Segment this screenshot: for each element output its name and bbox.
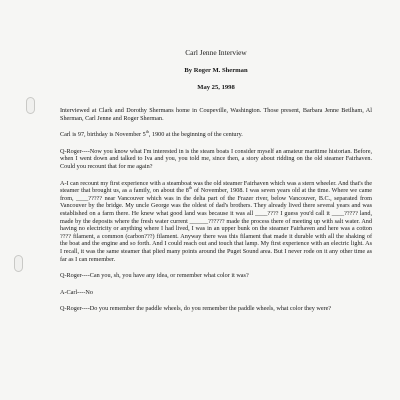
document-body bbox=[60, 48, 372, 313]
question-paragraph: Q-Roger----Can you, sh, you have any idea, or remember what color it was? bbox=[60, 272, 249, 280]
punch-hole bbox=[26, 97, 35, 114]
birth-text-end: , 1900 at the beginning of the century. bbox=[148, 131, 243, 139]
document-date: May 25, 1998 bbox=[197, 84, 235, 91]
question-paragraph: Q-Roger----Now you know what I'm interested in is the steam boats I consider myself an amateur maritime historian. Before, when I went down and talked to Iva and you, you told me, since then, a story about ridding on the old steamer Fairhaven. Could you recount that for me again? bbox=[60, 147, 372, 170]
intro-paragraph: Interviewed at Clark and Dorothy Shermans home in Coupeville, Washington. Those present, Barbara Jenne Betlham, Al Sherman, Carl Jenne and Roger Sherman. bbox=[60, 107, 372, 122]
answer-text-end: of November, 1908. I was seven years old at the time. Where we came from, ____????? near Vancouver which was in the delta part of the Frazer river, below Vancouver, B.C., separated from Vancouver by the bridge. My uncle George was the oldest of dad's brothers. They already lived there several years and was established on a farm there. He knew what good land was because it was all ____???? I guess you'd call it ____????? land, made by the deposits where the fresh water current ______?????? made the process there of meeting up with salt water. And having no electricity or anything where I had lived, I was in an upper bunk on the steamer Fairhaven and here was a cotton ???? filament, a common (carbon???) filament. Anyway there was this filament that made it durable with all the shaking of the boat and the engine and so forth. And I could reach out and touch that lamp. My first experience with an electric light. As I recall, it was the same steamer that plied many points around the Puget Sound area. But I never rode on it any other time as far as I can remember. bbox=[60, 187, 372, 263]
answer-superscript: th bbox=[188, 185, 192, 191]
birth-paragraph bbox=[60, 131, 372, 139]
document-author: By Roger M. Sherman bbox=[184, 67, 248, 74]
document-title: Carl Jenne Interview bbox=[185, 48, 247, 57]
punch-hole bbox=[14, 255, 23, 272]
answer-text-start: A-I can recount my first experience with a steamboat was the old steamer Fairhaven which was a stern wheeler. And that's the steamer that brought us, as a family, on about the 8 bbox=[60, 179, 372, 195]
answer-paragraph: A-Carl----No bbox=[60, 288, 93, 296]
answer-paragraph bbox=[60, 180, 372, 264]
question-paragraph: Q-Roger----Do you remember the paddle wheels, do you remember the paddle wheels, what color they were? bbox=[60, 305, 332, 313]
birth-text-start: Carl is 97, birthday is November 5 bbox=[60, 131, 146, 139]
birth-superscript: th bbox=[145, 129, 149, 135]
